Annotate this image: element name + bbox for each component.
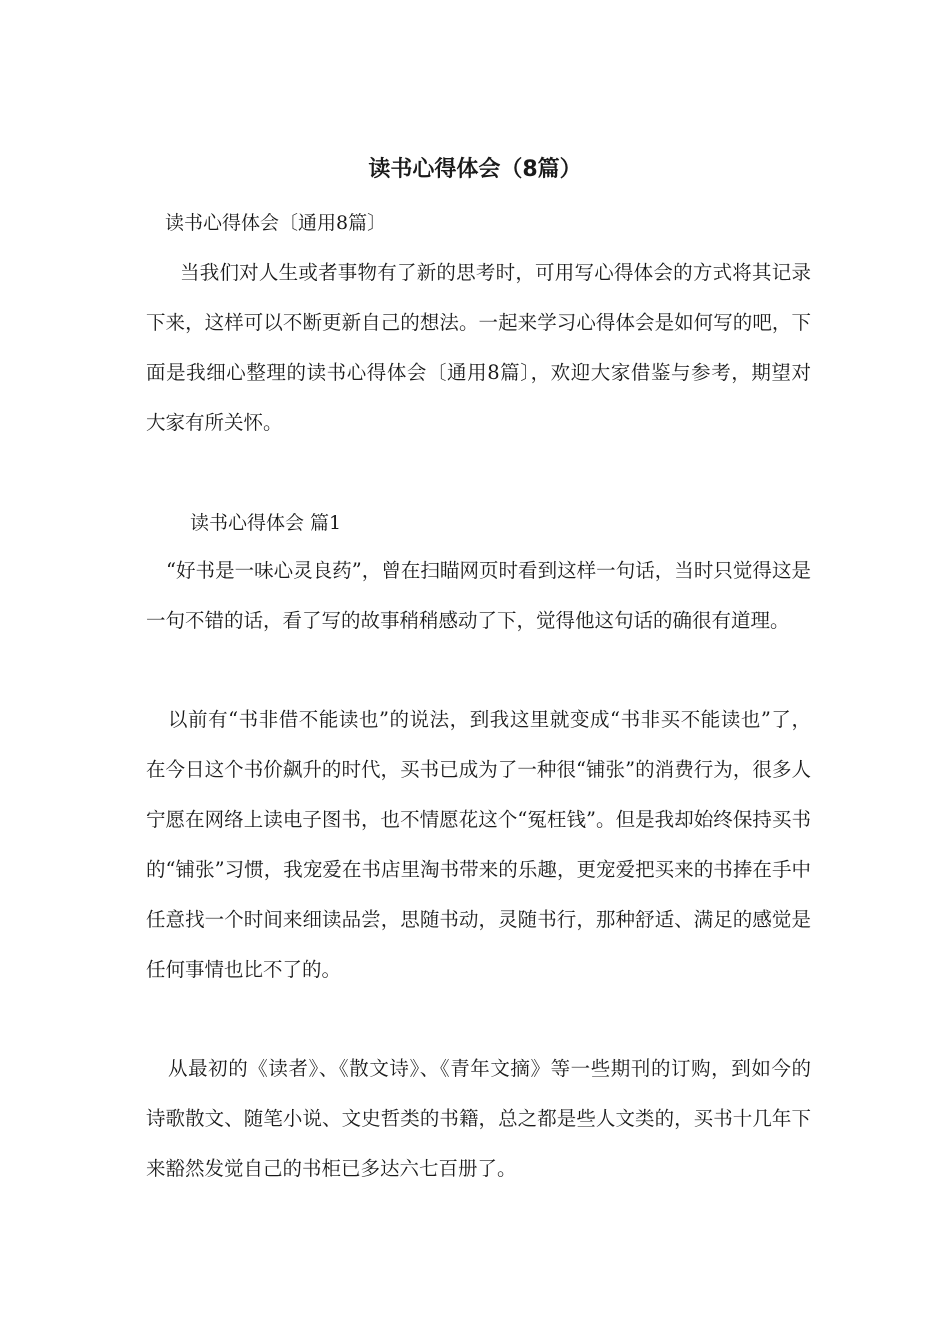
body-paragraph: “好书是一味心灵良药”，曾在扫瞄网页时看到这样一句话，当时只觉得这是一句不错的话，看了写的故事稍稍感动了下，觉得他这句话的确很有道理。 [146,559,811,632]
document-title: 读书心得体会（8篇） [368,157,582,182]
document-subtitle: 读书心得体会〔通用8篇〕 [165,212,387,234]
body-paragraph: 从最初的《读者》、《散文诗》、《青年文摘》等一些期刊的订购，到如今的诗歌散文、随笔小说、文史哲类的书籍，总之都是些人文类的，买书十几年下来豁然发觉自己的书柜已多达六七百册了。 [146,1057,811,1180]
body-paragraph: 以前有“书非借不能读也”的说法，到我这里就变成“书非买不能读也”了，在今日这个书价飙升的时代，买书已成为了一种很“铺张”的消费行为，很多人宁愿在网络上读电子图书，也不情愿花这个“冤枉钱”。但是我却始终保持买书的“铺张”习惯，我宠爱在书店里淘书带来的乐趣，更宠爱把买来的书捧在手中任意找一个时间来细读品尝，思随书动，灵随书行，那种舒适、满足的感觉是任何事情也比不了的。 [146,708,811,981]
intro-paragraph: 当我们对人生或者事物有了新的思考时，可用写心得体会的方式将其记录下来，这样可以不断更新自己的想法。一起来学习心得体会是如何写的吧，下面是我细心整理的读书心得体会〔通用8篇〕，欢迎大家借鉴与参考，期望对大家有所关怀。 [146,261,811,434]
section-heading: 读书心得体会 篇1 [190,512,342,534]
